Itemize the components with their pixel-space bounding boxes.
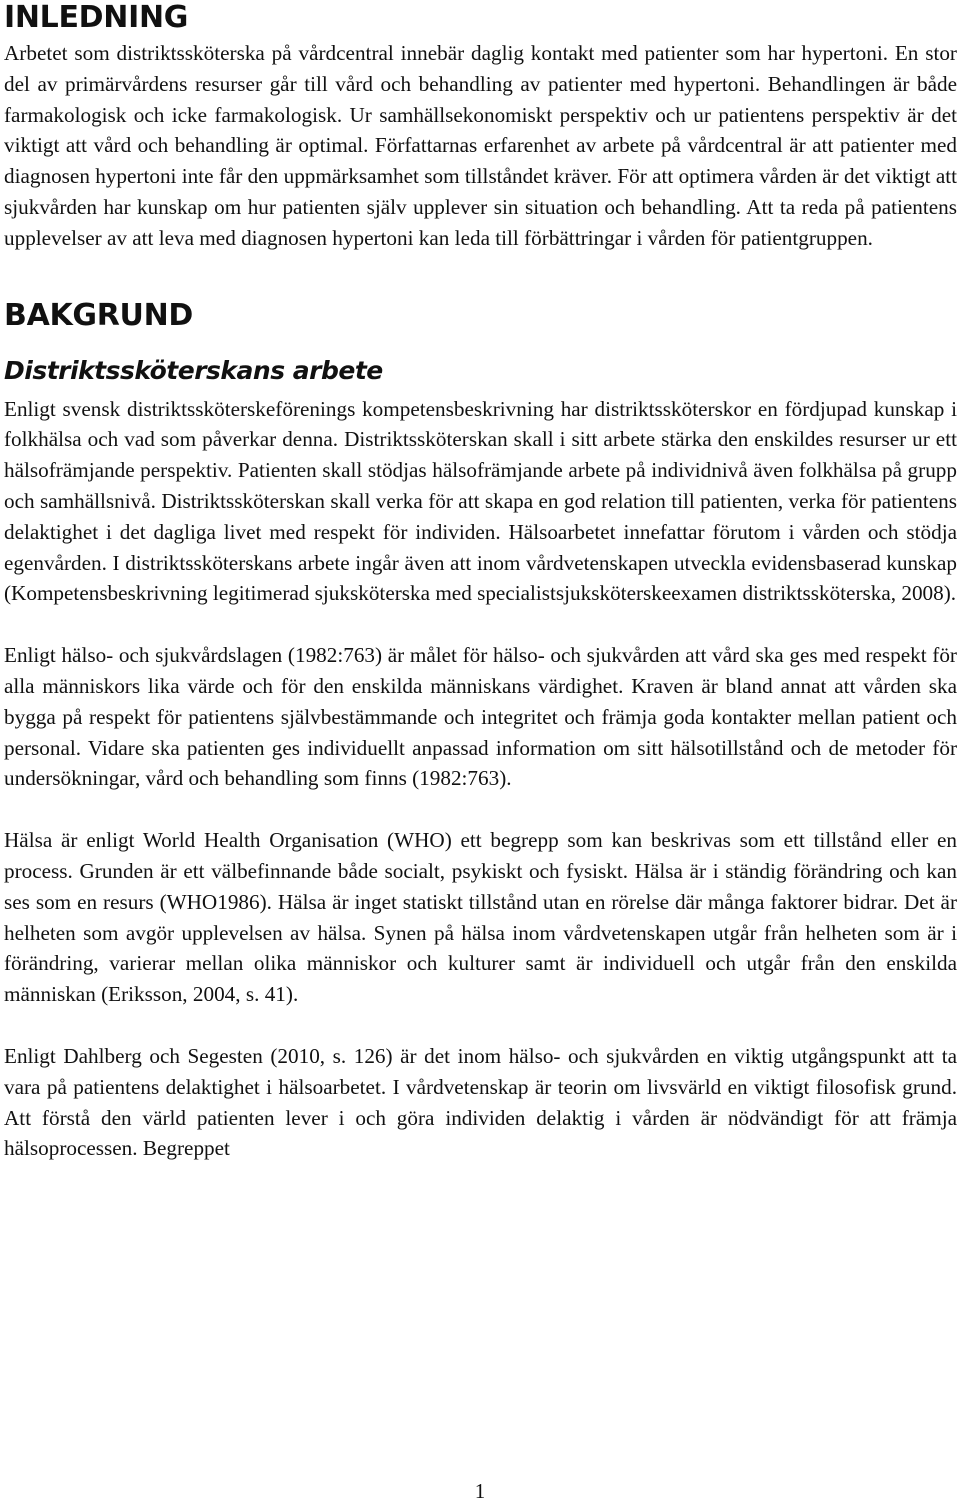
page-number: 1	[474, 1479, 486, 1503]
body-paragraph-kompetens: Enligt svensk distriktssköterskeförenings kompetensbeskrivning har distriktssköterskor en fördjupad kunskap i folkhälsa och vad som påverkar denna. Distriktssköterskan skall i sitt arbete stärka den enskildes resurser ur ett hälsofrämjande perspektiv. Patienten skall stödjas hälsofrämjande arbete på individnivå även folkhälsa på grupp och samhällsnivå. Distriktssköterskan skall verka för att skapa en god relation till patienten, verka för patientens delaktighet i det dagliga livet med respekt för individen. Hälsoarbetet innefattar förutom i vården och stödja egenvården. I distriktssköterskans arbete ingår även att inom vårdvetenskapen utveckla evidensbaserad kunskap (Kompetensbeskrivning legitimerad sjuksköterska med specialistsjuksköterskeexamen distriktssköterska, 2008).	[4, 396, 957, 606]
body-paragraph-halso-sjukvardslagen: Enligt hälso- och sjukvårdslagen (1982:763) är målet för hälso- och sjukvården att vård ska ges med respekt för alla människors lika värde och för den enskilda människans värdighet. Kraven är bland annat att vården ska bygga på respekt för patientens självbestämmande och integritet och främja goda kontakter mellan patient och personal. Vidare ska patienten ges individuellt anpassad information om sitt hälsotillstånd och de metoder för undersökningar, vård och behandling som finns (1982:763).	[4, 643, 957, 791]
subheading-distriktsskoterskans-arbete: Distriktssköterskans arbete	[4, 355, 383, 385]
heading-bakgrund: BAKGRUND	[4, 297, 194, 333]
inledning-paragraph: Arbetet som distriktssköterska på vårdcentral innebär daglig kontakt med patienter som har hypertoni. En stor del av primärvårdens resurser går till vård och behandling av patienter med hypertoni. Behandlingen är både farmakologisk och icke farmakologisk. Ur samhällsekonomiskt perspektiv och ur patientens perspektiv är det viktigt att vård och behandling är optimal. Författarnas erfarenhet av arbete på vårdcentral är att patienter med diagnosen hypertoni inte får den uppmärksamhet som tillståndet kräver. För att optimera vården är det viktigt att sjukvården har kunskap om hur patienten själv upplever sin situation och behandling. Att ta reda på patientens upplevelser av att leva med diagnosen hypertoni kan leda till förbättringar i vården för patientgruppen.	[4, 41, 957, 250]
heading-inledning: INLEDNING	[4, 0, 189, 35]
body-paragraph-dahlberg: Enligt Dahlberg och Segesten (2010, s. 126) är det inom hälso- och sjukvården en viktig utgångspunkt att ta vara på patientens delaktighet i hälsoarbetet. I vårdvetenskap är teorin om livsvärld en viktigt filosofisk grund. Att förstå den värld patienten lever i och göra individen delaktig i vården är nödvändigt för att främja hälsoprocessen. Begreppet	[4, 1043, 957, 1161]
body-paragraph-halsa-who: Hälsa är enligt World Health Organisation (WHO) ett begrepp som kan beskrivas som ett tillstånd eller en process. Grunden är ett välbefinnande både socialt, psykiskt och fysiskt. Hälsa är i ständig förändring och kan ses som en resurs (WHO1986). Hälsa är inget statiskt tillstånd utan en rörelse där många faktorer bidrar. Det är helheten som avgör upplevelsen av hälsa. Synen på hälsa inom vårdvetenskapen utgår från helheten som är i förändring, varierar mellan olika människor och kulturer samt är individuell och utgår från den enskilda människan (Eriksson, 2004, s. 41).	[4, 828, 957, 1007]
